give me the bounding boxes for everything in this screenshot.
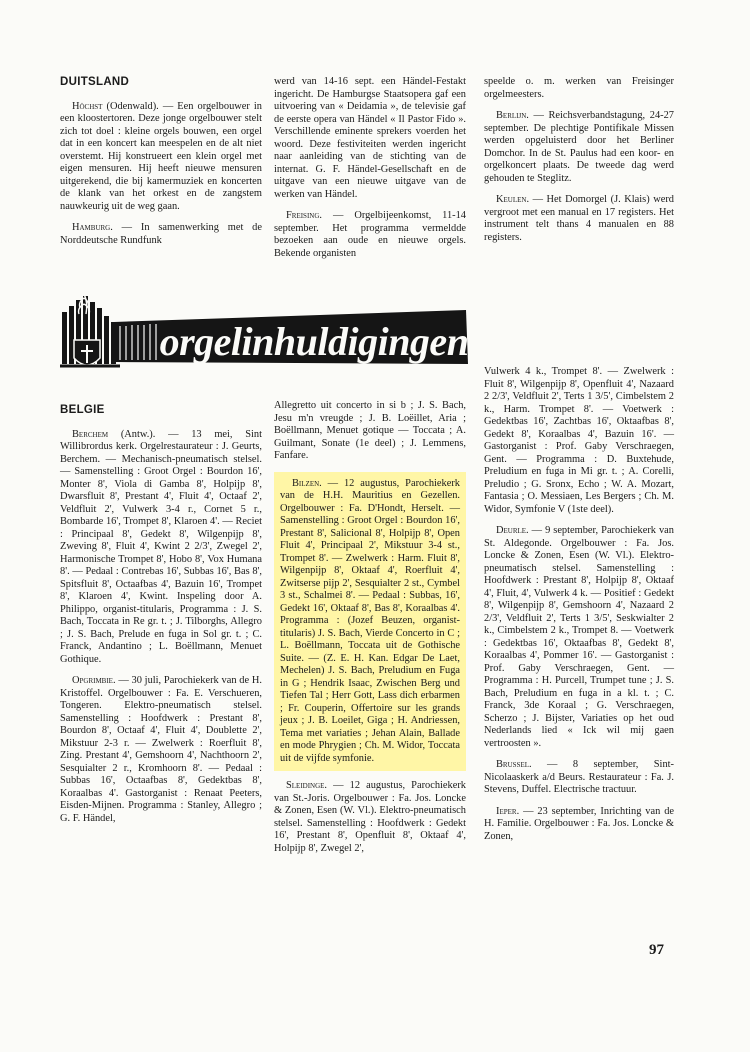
article-text: — Reichsverbandstagung, 24-27 september. De plechtige Pontifikale Missen werden opgeluisterd door het Berliner Domchor. In de St. Paulus had een koor- en orgelkoncert plaats. De tweede dag werd gehouden te Steglitz. bbox=[484, 110, 674, 184]
article-hochst bbox=[60, 101, 262, 214]
article-text: — 23 september, Inrichting van de H. Familie. Orgelbouwer : Fa. Jos. Loncke & Zonen, bbox=[484, 805, 674, 842]
column-2-bottom bbox=[274, 400, 466, 864]
article-text: — In samenwerking met de Norddeutsche Rundfunk bbox=[60, 222, 262, 246]
article-text: — 12 augustus, Parochiekerk van de H.H. Mauritius en Gezellen. Orgelbouwer : Fa. D'Hondt, Herselt. — Samenstelling : Groot Orgel : Bourdon 16', Prestant 8', Salicional 8', Holpijp 8', Open Fluit 4', Principaal 2', Mikstuur 3-4 st., Trompet 8'. — Zwelwerk : Harm. Fluit 8', Wilgenpijp 8', Oktaaf 4', Roerfluit 4', Zwitserse pijp 2', Sesquialter 2 st., Cymbel 3 st., Schalmei 8'. — Pedaal : Subbas, 16', Gedekt 16', Oktaaf 8', Bas 8', Koraalbas 4'. Programma : (Jozef Beuzen, organist-titularis) J. S. Bach, Vierde Concerto in C ; L. Boëllmann, Toccata uit de Gothische Suite. — (Z. E. H. Kan. Edgar De Laet, Mechelen) J. S. Bach, Preludium en Fuga in G ; Hendrik Isaac, Zwischen Berg und Tiefen Tal ; Herr Gott, Lass dich erbarmen ; Fr. Couperin, Offertoire sur les grands jeux ; J. B. Loeilet, Giga ; H. Andriessen, Tema met variaties ; Jehan Alain, Ballade en mode Phrygien ; Ch. M. Widor, Toccata uit de vijfde symfonie. bbox=[280, 477, 460, 764]
banner-title: orgelinhuldigingen bbox=[159, 319, 469, 364]
place-name: Brussel. bbox=[496, 759, 532, 770]
article-sleidinge bbox=[274, 780, 466, 855]
place-name: Bilzen. bbox=[292, 477, 322, 489]
section-heading-belgie: BELGIE bbox=[60, 404, 105, 416]
place-name: Sleidinge. bbox=[286, 780, 328, 791]
column-3-top bbox=[484, 76, 674, 253]
article-opgrimbie bbox=[60, 675, 262, 825]
place-name: Deurle. bbox=[496, 525, 529, 536]
place-name: Berlijn. bbox=[496, 110, 529, 121]
page-number: 97 bbox=[649, 942, 664, 958]
article-text: (Odenwald). — Een orgelbouwer in een kloostertoren. Deze jonge orgelbouwer stelt zich tot doel : kleine orgels bouwen, een orgel dat in een koncert kan meespelen en de alt niet overstemt. Hij konstrueert een klein orgel met eigen mensuren. Hij heeft nieuwe mensuren uitgerekend, die bij kamermuziek en koncerten de klank van het orkest en de zangstem nauwkeurig uit de weg gaan. bbox=[60, 100, 262, 212]
place-name: Höchst bbox=[72, 100, 103, 112]
orgelinhuldigingen-banner bbox=[60, 292, 472, 378]
column-1-bottom bbox=[60, 404, 262, 834]
article-text: — 12 augustus, Parochiekerk van St.-Joris. Orgelbouwer : Fa. Jos. Loncke & Zonen, Esen (W. Vl.). Elektro-pneumatisch stelsel. Samenstelling : Hoofdwerk : Gedekt 16', Prestant 8', Openfluit 8', Oktaaf 4', Holpijp 8', Zwegel 2', bbox=[274, 780, 466, 854]
place-name: Opgrimbie. bbox=[72, 675, 116, 686]
article-brussel bbox=[484, 759, 674, 797]
article-deurle bbox=[484, 525, 674, 750]
article-freising bbox=[274, 210, 466, 260]
place-name: Ieper. bbox=[496, 805, 520, 817]
article-freising-continued: speelde o. m. werken van Freisinger orgelmeesters. bbox=[484, 76, 674, 100]
place-name: Keulen. bbox=[496, 194, 530, 205]
article-hamburg bbox=[60, 222, 262, 247]
article-text: — 30 juli, Parochiekerk van de H. Kristoffel. Orgelbouwer : Fa. E. Verschueren, Tongeren. Elektro-pneumatisch stelsel. Samenstelling : Hoofdwerk : Prestant 8', Bourdon 8', Octaaf 4', Fluit 4', Doublette 2', Mikstuur 2-3 r. — Zwelwerk : Roerfluit 8', Zing. Prestant 4', Gemshoorn 4', Nachthoorn 2', Sesquialter 2 r., Kromhoorn 8'. — Pedaal : Subbas 16', Octaafbas 8', Gedektbas 8', Koraalbas 4'. Gastorganist : Renaat Peeters, Eisden-Mijnen. Programma : Stanley, Allegro ; G. F. Händel, bbox=[60, 675, 262, 824]
place-name: Freising. bbox=[286, 210, 322, 221]
article-berchem bbox=[60, 429, 262, 667]
place-name: Hamburg. bbox=[72, 222, 113, 233]
column-3-bottom bbox=[484, 366, 674, 852]
article-text: — Het Domorgel (J. Klais) werd vergroot met een manual en 17 registers. Het instrument telt thans 4 manualen en 88 registers. bbox=[484, 194, 674, 243]
article-sleidinge-continued: Vulwerk 4 k., Trompet 8'. — Zwelwerk : Fluit 8', Wilgenpijp 8', Openfluit 4', Nazaard 2 2/3', Veldfluit 2', Terts 1 3/5', Cimbelstem 2 k., Harm. Trompet 8'. — Voetwerk : Gedektbas 16', Zachtbas 16', Oktaafbas 8', Gedekt 8', Koraalbas 4', Bazuin 16'. — Gastorganist : Prof. Gaby Verschraegen, Gent. — Programma : D. Buxtehude, Preludium en fuga in Mi gr. t. ; A. Corelli, Preludio ; G. Sronx, Echo ; W. A. Mozart, Fantasia ; O. Messiaen, Les Bergers ; Ch. M. Widor, Symfonie V (1ste deel). bbox=[484, 366, 674, 515]
organ-emblem-icon bbox=[60, 294, 120, 366]
article-text: — 9 september, Parochiekerk van St. Aldegonde. Orgelbouwer : Fa. Jos. Loncke & Zonen, Esen (W. Vl.). Elektro-pneumatisch stelsel. Samenstelling : Hoofdwerk : Prestant 8', Holpijp 8', Oktaaf 4', Fluit, 4', Vulwerk 4 k. — Positief : Gedekt 8', Wilgenpijp 8', Gemshoorn 4', Nazaard 2 2/3', Veldfluit 2', Terts 1 3/5', Seskwialter 2 k., Cimbelstem 2 k., Trompet 8. — Voetwerk : Gedektbas 16', Oktaafbas 8', Gedekt 8', Koraalbas 4', Pommer 16'. — Gastorganist : Prof. Gaby Verschraegen, Gent. — Programma : H. Purcell, Trumpet tune ; J. S. Bach, Preludium en fuga in a kl. t. ; C. Franck, 3de Koraal ; G. Verschraegen, Scherzo ; J. Bijster, Variaties op het oud Nederlands lied « Ick wil mij gaen vertroosten ». bbox=[484, 525, 674, 749]
article-opgrimbie-continued: Allegretto uit concerto in si b ; J. S. Bach, Jesu m'n vreugde ; J. B. Loëillet, Aria ; Boëllmann, Menuet gotique — Toccata ; A. Guilmant, Sonate (1e deel) ; J. Lemmens, Fanfare. bbox=[274, 400, 466, 461]
article-ieper bbox=[484, 806, 674, 844]
column-1-top bbox=[60, 76, 262, 256]
place-name: Berchem bbox=[72, 428, 109, 440]
column-2-top bbox=[274, 76, 466, 269]
article-bilzen-highlighted bbox=[274, 472, 466, 772]
article-hamburg-continued: werd van 14-16 sept. een Händel-Festakt ingericht. De Hamburgse Staatsopera gaf een uitvoering van « Deidamia », de televisie gaf de eerste opera van Händel « Il Pastor Fido ». Verschillende eminente sprekers voerden het woord. Deze festiviteiten werden ingericht naar aanleiding van de stichting van de internat. G. F. Händel-Gesellschaft en de uitgave van een nieuwe uitgave van de werken van Händel. bbox=[274, 76, 466, 200]
section-heading-duitsland: DUITSLAND bbox=[60, 76, 130, 88]
article-text: — 8 september, Sint-Nicolaaskerk a/d Beurs. Restaurateur : Fa. J. Stevens, Duffel. Electrische tractuur. bbox=[484, 759, 674, 795]
article-text: — Orgelbijeenkomst, 11-14 september. Het programma vermeldde bezoeken aan oude en nieuwe orgels. Bekende organisten bbox=[274, 210, 466, 259]
article-berlijn bbox=[484, 110, 674, 185]
article-text: (Antw.). — 13 mei, Sint Willibrordus kerk. Orgelrestaurateur : J. Geurts, Berchem. — Mechanisch-pneumatisch stelsel. — Samenstelling : Groot Orgel : Bourdon 16', Monter 8', Viola di Gamba 8', Holpijp 8', Dwarsfluit 8', Prestant 4', Fluit 4', Octaaf 2', Veldfluit 2', Vulwerk 3-4 r., Cornet 5 r., Bombarde 16', Trompet 8', Klaroen 4'. — Reciet : Principaal 8', Gedekt 8', Wilgenpijp 8', Zweving 8', Fluit 4', Kwint 2 2/3', Zwegel 2', Harmonische Trompet 8', Hobo 8', Vox Humana 8'. — Pedaal : Contrebas 16', Subbas 16', Bas 8', Spitsfluit 8', Octaafbas 4', Bazuin 16', Trompet 8', Klaroen 4', Kwint. Inspeling door A. Philippo, organist-titularis, Programma : J. S. Bach, Toccata in Re gr. t. ; J. Tilborghs, Allegro ; J. S. Bach, Prelude en fuga in Sol gr. t. ; C. Franck, Andantino ; L. Boëllmann, Menuet Gothique. bbox=[60, 428, 262, 665]
article-keulen bbox=[484, 194, 674, 244]
